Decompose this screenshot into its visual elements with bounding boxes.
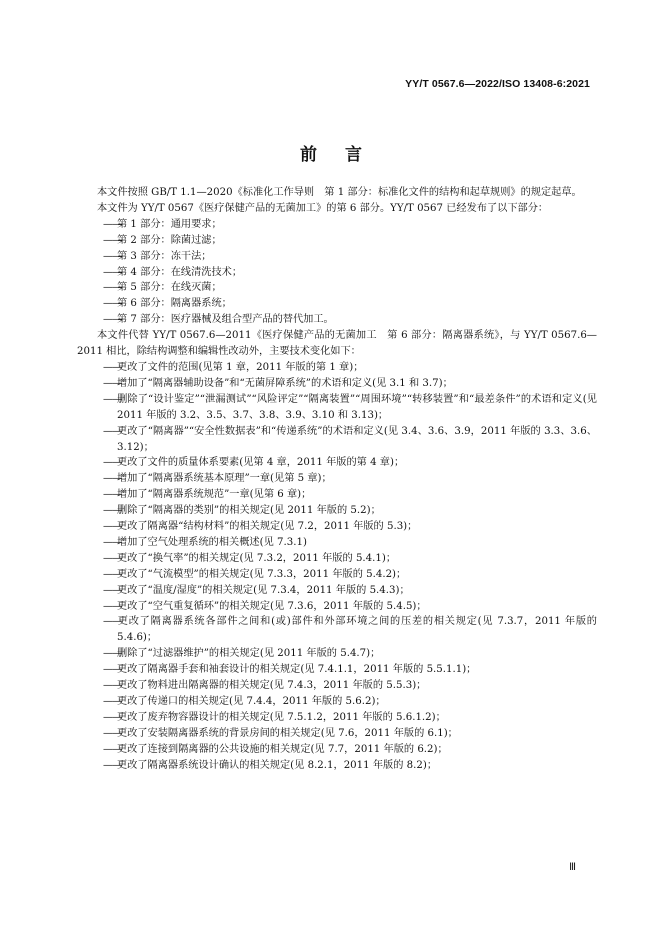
part-item bbox=[77, 296, 597, 312]
list-dash: —— bbox=[103, 600, 122, 612]
change-item bbox=[77, 678, 597, 694]
change-item bbox=[77, 662, 597, 678]
part-item-text: 第 7 部分：医疗器械及组合型产品的替代加工。 bbox=[117, 314, 334, 326]
part-item-text: 第 4 部分：在线清洗技术； bbox=[117, 266, 243, 278]
change-item-text: 更改了文件的质量体系要素(见第 4 章，2011 年版的第 4 章)； bbox=[117, 457, 405, 469]
list-dash: —— bbox=[103, 361, 122, 373]
part-item-text: 第 1 部分：通用要求； bbox=[117, 218, 222, 230]
list-dash: —— bbox=[103, 505, 122, 517]
list-dash: —— bbox=[103, 696, 122, 707]
part-item-text: 第 5 部分：在线灭菌； bbox=[117, 282, 222, 294]
change-item-text: 更改了“隔离器”“安全性数据表”和“传递系统”的术语和定义(见 3.4、3.6、3.9，2011 年版的 3.3、3.6、3.12)； bbox=[117, 425, 597, 453]
change-item bbox=[77, 535, 597, 551]
change-item-text: 更改了废弃物容器设计的相关规定(见 7.5.1.2，2011 年版的 5.6.1.2)； bbox=[117, 711, 446, 723]
list-dash: —— bbox=[103, 489, 122, 501]
list-dash: —— bbox=[103, 234, 122, 246]
change-item-text: 增加了空气处理系统的相关概述(见 7.3.1) bbox=[117, 536, 307, 548]
change-item bbox=[77, 567, 597, 583]
part-item-text: 第 6 部分：隔离器系统； bbox=[117, 298, 232, 310]
list-dash: —— bbox=[103, 727, 122, 739]
part-item bbox=[77, 265, 597, 281]
change-item bbox=[77, 424, 597, 456]
part-item bbox=[77, 249, 597, 265]
page-number: Ⅲ bbox=[569, 862, 576, 873]
change-item bbox=[77, 614, 597, 646]
change-item bbox=[77, 519, 597, 535]
change-item bbox=[77, 376, 597, 392]
list-dash: —— bbox=[103, 536, 122, 548]
change-item-text: 删除了“隔离器的类别”的相关规定(见 2011 年版的 5.2)； bbox=[117, 505, 381, 517]
change-item-text: 增加了“隔离器系统基本原理”一章(见第 5 章)； bbox=[117, 473, 332, 485]
part-item-text: 第 3 部分：冻干法； bbox=[117, 250, 212, 262]
list-dash: —— bbox=[103, 266, 122, 278]
list-dash: —— bbox=[103, 250, 122, 262]
change-item bbox=[77, 646, 597, 662]
change-item-text: 删除了“设计鉴定”“泄漏测试”“风险评定”“隔离装置”“周围环境”“转移装置”和“最差条件”的术语和定义(见 2011 年版的 3.2、3.5、3.7、3.8、3.9、3.10 和 3.13)； bbox=[117, 393, 597, 421]
change-item-text: 更改了隔离器系统设计确认的相关规定(见 8.2.1，2011 年版的 8.2)； bbox=[117, 759, 438, 771]
list-dash: —— bbox=[103, 648, 122, 660]
list-dash: —— bbox=[103, 377, 122, 389]
change-item-text: 更改了“气流模型”的相关规定(见 7.3.3，2011 年版的 5.4.2)； bbox=[117, 568, 407, 580]
list-dash: —— bbox=[103, 393, 122, 405]
change-item bbox=[77, 455, 597, 471]
change-item-text: 更改了文件的范围(见第 1 章，2011 年版的第 1 章)； bbox=[117, 361, 364, 373]
change-item bbox=[77, 758, 597, 774]
page-title: 前言 bbox=[300, 145, 390, 165]
list-dash: —— bbox=[103, 298, 122, 310]
list-dash: —— bbox=[103, 616, 122, 628]
list-dash: —— bbox=[103, 425, 122, 437]
list-dash: —— bbox=[103, 584, 122, 596]
part-item bbox=[77, 280, 597, 296]
change-item-text: 更改了物料进出隔离器的相关规定(见 7.4.3，2011 年版的 5.5.3)； bbox=[117, 680, 427, 692]
list-dash: —— bbox=[103, 552, 122, 564]
change-item-text: 更改了“换气率”的相关规定(见 7.3.2，2011 年版的 5.4.1)； bbox=[117, 552, 397, 564]
change-item-text: 更改了“温度/湿度”的相关规定(见 7.3.4，2011 年版的 5.4.3)； bbox=[117, 584, 410, 596]
change-item-text: 更改了连接到隔离器的公共设施的相关规定(见 7.7，2011 年版的 6.2)； bbox=[117, 743, 448, 755]
parts-list bbox=[77, 217, 597, 328]
intro-paragraph-1: 本文件按照 GB/T 1.1—2020《标准化工作导则 第 1 部分：标准化文件的结构和起草规则》的规定起草。 bbox=[97, 187, 582, 198]
change-item-text: 更改了隔离器手套和袖套设计的相关规定(见 7.4.1.1，2011 年版的 5.5.1.1)； bbox=[117, 664, 477, 676]
list-dash: —— bbox=[103, 314, 122, 326]
change-item-text: 更改了传递口的相关规定(见 7.4.4，2011 年版的 5.6.2)； bbox=[117, 696, 386, 707]
change-item bbox=[77, 710, 597, 726]
list-dash: —— bbox=[103, 282, 122, 294]
change-item bbox=[77, 471, 597, 487]
change-item bbox=[77, 487, 597, 503]
list-dash: —— bbox=[103, 521, 122, 533]
change-item-text: 更改了隔离器“结构材料”的相关规定(见 7.2，2011 年版的 5.3)； bbox=[117, 521, 418, 533]
document-body bbox=[77, 185, 597, 774]
part-item bbox=[77, 233, 597, 249]
part-item bbox=[77, 217, 597, 233]
change-item-text: 更改了隔离器系统各部件之间和(或)部件和外部环境之间的压差的相关规定(见 7.3.7，2011 年版的 5.4.6)； bbox=[117, 616, 597, 644]
list-dash: —— bbox=[103, 473, 122, 485]
part-item bbox=[77, 312, 597, 328]
change-item-text: 增加了“隔离器辅助设备”和“无菌屏障系统”的术语和定义(见 3.1 和 3.7)； bbox=[117, 377, 453, 389]
change-item bbox=[77, 726, 597, 742]
change-item bbox=[77, 392, 597, 424]
change-item bbox=[77, 742, 597, 758]
list-dash: —— bbox=[103, 218, 122, 230]
list-dash: —— bbox=[103, 759, 122, 771]
list-dash: —— bbox=[103, 457, 122, 469]
change-item-text: 删除了“过滤器维护”的相关规定(见 2011 年版的 5.4.7)； bbox=[117, 648, 381, 660]
change-item bbox=[77, 360, 597, 376]
list-dash: —— bbox=[103, 664, 122, 676]
change-item bbox=[77, 599, 597, 615]
changes-list bbox=[77, 360, 597, 774]
part-item-text: 第 2 部分：除菌过滤； bbox=[117, 234, 222, 246]
intro-paragraph-2: 本文件为 YY/T 0567《医疗保健产品的无菌加工》的第 6 部分。YY/T 0567 已经发布了以下部分： bbox=[97, 202, 549, 214]
change-item-text: 更改了“空气重复循环”的相关规定(见 7.3.6，2011 年版的 5.4.5)； bbox=[117, 600, 427, 612]
standard-code-header: YY/T 0567.6—2022/ISO 13408-6:2021 bbox=[405, 78, 590, 90]
replace-paragraph: 本文件代替 YY/T 0567.6—2011《医疗保健产品的无菌加工 第 6 部分：隔离器系统》，与 YY/T 0567.6—2011 相比，除结构调整和编辑性改动外，主要技术变化如下： bbox=[77, 330, 597, 358]
list-dash: —— bbox=[103, 568, 122, 580]
change-item-text: 增加了“隔离器系统规范”一章(见第 6 章)； bbox=[117, 489, 312, 501]
change-item bbox=[77, 503, 597, 519]
list-dash: —— bbox=[103, 711, 122, 723]
change-item bbox=[77, 694, 597, 710]
change-item bbox=[77, 583, 597, 599]
list-dash: —— bbox=[103, 680, 122, 692]
change-item-text: 更改了安装隔离器系统的背景房间的相关规定(见 7.6，2011 年版的 6.1)； bbox=[117, 727, 458, 739]
change-item bbox=[77, 551, 597, 567]
list-dash: —— bbox=[103, 743, 122, 755]
